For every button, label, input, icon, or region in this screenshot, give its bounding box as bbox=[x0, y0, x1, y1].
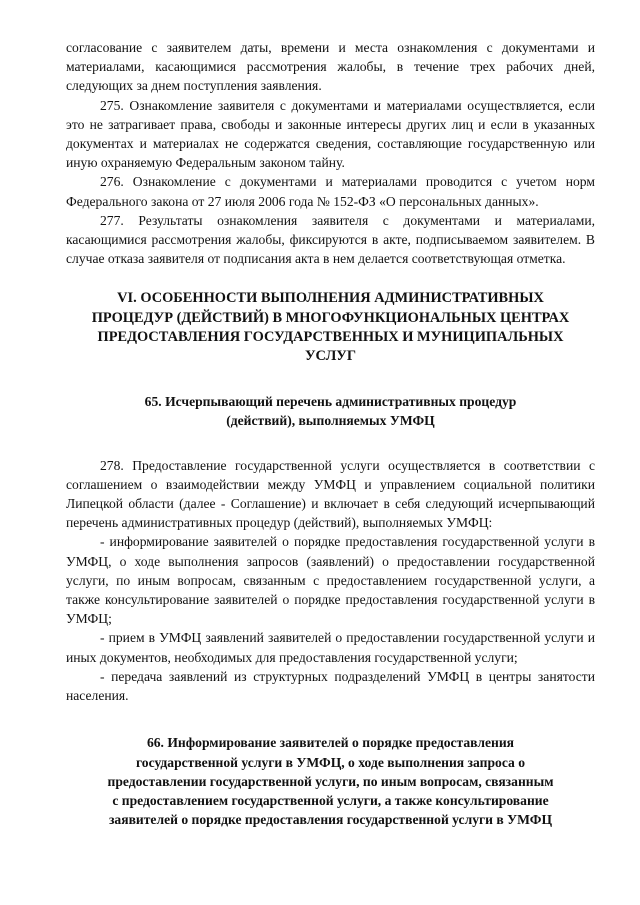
section-title: VI. ОСОБЕННОСТИ ВЫПОЛНЕНИЯ АДМИНИСТРАТИВНЫХ ПРОЦЕДУР (ДЕЙСТВИЙ) В МНОГОФУНКЦИОНАЛЬНЫХ ЦЕНТРАХ ПРЕДОСТАВЛЕНИЯ ГОСУДАРСТВЕННЫХ И МУНИЦИПАЛЬНЫХ УСЛУГ bbox=[91, 290, 570, 365]
list-item-informing: - информирование заявителей о порядке предоставления государственной услуги в УМФЦ, о ходе выполнения запросов (заявлений) о предоставлении государственной услуги, по иным вопросам, связанным с предоставлением государственной услуги, а также консультирование заявителей о порядке предоставления государственной услуги в УМФЦ; bbox=[66, 534, 595, 627]
document-page bbox=[66, 38, 595, 829]
subsection-66-title: 66. Информирование заявителей о порядке предоставления государственной услуги в УМФЦ, о ходе выполнения запроса о предоставлении государственной услуги, по иным вопросам, связанным с предоставлением государственной услуги, а также консультирование заявителей о порядке предоставления государственной услуги в УМФЦ bbox=[107, 735, 554, 828]
paragraph-278: 278. Предоставление государственной услуги осуществляется в соответствии с соглашением о взаимодействии между УМФЦ и управлением социальной политики Липецкой области (далее - Соглашение) и включает в себя следующий исчерпывающий перечень административных процедур (действий), выполняемых УМФЦ: bbox=[66, 457, 595, 531]
continuation-paragraph: согласование с заявителем даты, времени и места ознакомления с документами и материалами, касающимися рассмотрения жалобы, в течение трех рабочих дней, следующих за днем поступления заявления. bbox=[66, 40, 595, 94]
list-item-transfer: - передача заявлений из структурных подразделений УМФЦ в центры занятости населения. bbox=[66, 668, 595, 704]
paragraph-276: 276. Ознакомление с документами и материалами проводится с учетом норм Федерального закона от 27 июля 2006 года № 152-ФЗ «О персональных данных». bbox=[66, 174, 595, 209]
subsection-65-title: 65. Исчерпывающий перечень административных процедур (действий), выполняемых УМФЦ bbox=[144, 394, 517, 429]
paragraph-277: 277. Результаты ознакомления заявителя с документами и материалами, касающимися рассмотрения жалобы, фиксируются в акте, подписываемом заявителем. В случае отказа заявителя от подписания акта в нем делается соответствующая отметка. bbox=[66, 212, 595, 267]
list-item-reception: - прием в УМФЦ заявлений заявителей о предоставлении государственной услуги и иных документов, необходимых для предоставления государственной услуги; bbox=[66, 630, 595, 665]
paragraph-275: 275. Ознакомление заявителя с документами и материалами осуществляется, если это не затрагивает права, свободы и законные интересы других лиц и если в указанных документах и материалах не содержатся сведения, составляющие государственную или иную охраняемую Федеральным законом тайну. bbox=[66, 97, 595, 171]
